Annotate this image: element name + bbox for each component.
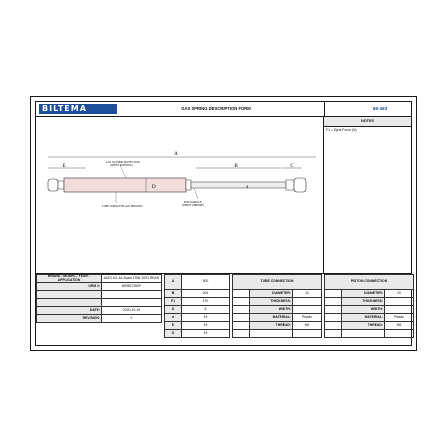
dim-label-d: D bbox=[152, 185, 156, 190]
tube-diameter-value: 10 bbox=[293, 290, 322, 298]
rod-end-neck bbox=[286, 180, 294, 190]
tube-material-value: Plastic bbox=[293, 314, 322, 322]
part-number: 68-493 bbox=[372, 106, 388, 111]
revision-label: REVISION: bbox=[37, 315, 102, 323]
dim-value-g: 18 bbox=[182, 330, 230, 338]
brand-value: AUDI A3, A4 Avant 1996 2003 REAR bbox=[102, 275, 162, 283]
dim-key-f1: F1 bbox=[165, 298, 182, 306]
biltema-logo: BILTEMA bbox=[39, 104, 117, 114]
tube-spacer-1 bbox=[233, 290, 250, 298]
tube-connection-heading: TUBE CONNECTION bbox=[233, 275, 322, 290]
callout-tube-surface: TUBE SURFACE BLACK PRINTING bbox=[102, 205, 144, 208]
tube-thread-label: THREAD: bbox=[250, 322, 293, 330]
rod-mark: d bbox=[246, 184, 248, 189]
tube-width-label: WIDTH: bbox=[250, 306, 293, 314]
tube-blank-label bbox=[250, 330, 293, 338]
tube-spacer-3 bbox=[233, 306, 250, 314]
callout-leader-3 bbox=[194, 188, 198, 199]
oem-label: OEM #: bbox=[37, 283, 102, 291]
piston-thickness-label: THICKNESS: bbox=[342, 298, 385, 306]
tube-connection-table bbox=[232, 274, 322, 338]
brand-label: BRAND - MODEL - YEAR - APPLICATION bbox=[37, 275, 102, 283]
callout-rod-surface: ROD SURFACE (WHITE CHROME) bbox=[182, 201, 204, 207]
form-header bbox=[36, 102, 411, 117]
dim-value-e: 18 bbox=[182, 322, 230, 330]
notes-panel bbox=[324, 117, 411, 273]
piston-diameter-label: DIAMETER: bbox=[342, 290, 385, 298]
callout-gas-protection: GAS OUTSIDE PROTECTION (WHITE PAINTING) bbox=[106, 161, 140, 167]
notes-heading: NOTES bbox=[324, 117, 411, 127]
spec-section bbox=[36, 273, 411, 345]
tube-spacer-6 bbox=[233, 330, 250, 338]
tube-thread-value: M6 bbox=[293, 322, 322, 330]
tube-blank-value bbox=[293, 330, 322, 338]
header-divider bbox=[324, 102, 325, 116]
piston-diameter-value: 10 bbox=[385, 290, 414, 298]
dim-key-b: B bbox=[165, 290, 182, 298]
dim-value-small-d: 18 bbox=[182, 314, 230, 322]
piston-rod bbox=[191, 182, 286, 188]
blank-value-2 bbox=[102, 299, 162, 307]
piston-material-label: MATERIAL: bbox=[342, 314, 385, 322]
form-inner bbox=[35, 101, 412, 346]
tube-spacer-2 bbox=[233, 298, 250, 306]
piston-material-value: Plastic bbox=[385, 314, 414, 322]
gas-spring-drawing bbox=[36, 117, 324, 273]
tube-width-value bbox=[293, 306, 322, 314]
tube-thickness-label: THICKNESS: bbox=[250, 298, 293, 306]
gas-tube bbox=[64, 178, 186, 192]
piston-spacer-3 bbox=[325, 306, 342, 314]
piston-spacer-6 bbox=[325, 330, 342, 338]
form-frame bbox=[30, 96, 417, 351]
rod-end-fitting bbox=[294, 178, 306, 192]
piston-spacer-5 bbox=[325, 322, 342, 330]
tube-spacer-5 bbox=[233, 322, 250, 330]
dim-value-d: 8 bbox=[182, 306, 230, 314]
dim-key-e: E bbox=[165, 322, 182, 330]
piston-spacer-2 bbox=[325, 298, 342, 306]
piston-connection-table bbox=[324, 274, 414, 338]
date-label: DATE: bbox=[37, 307, 102, 315]
tube-collar bbox=[186, 180, 191, 190]
blank-value-1 bbox=[102, 291, 162, 299]
piston-thickness-value bbox=[385, 298, 414, 306]
tube-end-neck bbox=[58, 181, 64, 189]
dim-key-a: A bbox=[165, 275, 182, 290]
piston-width-label: WIDTH: bbox=[342, 306, 385, 314]
piston-spacer-4 bbox=[325, 314, 342, 322]
piston-thread-value: M6 bbox=[385, 322, 414, 330]
blank-label-1 bbox=[37, 291, 102, 299]
oem-value: 8D9827552F bbox=[102, 283, 162, 291]
dim-value-f1: 470 bbox=[182, 298, 230, 306]
application-table bbox=[36, 274, 162, 323]
piston-connection-heading: PISTON CONNECTION bbox=[325, 275, 414, 290]
dim-value-b: 204 bbox=[182, 290, 230, 298]
tube-material-label: MATERIAL: bbox=[250, 314, 293, 322]
tube-thickness-value bbox=[293, 298, 322, 306]
dim-value-a: 500 bbox=[182, 275, 230, 290]
piston-spacer-1 bbox=[325, 290, 342, 298]
revision-value: 0 bbox=[102, 315, 162, 323]
piston-width-value bbox=[385, 306, 414, 314]
dim-key-d: D bbox=[165, 306, 182, 314]
dim-label-e: E bbox=[62, 164, 66, 169]
form-title: GAS SPRING DESCRIPTION FORM bbox=[181, 106, 251, 111]
dim-label-b: B bbox=[234, 164, 238, 169]
date-value: 2020-10-19 bbox=[102, 307, 162, 315]
piston-blank-label bbox=[342, 330, 385, 338]
tube-spacer-4 bbox=[233, 314, 250, 322]
blank-label-2 bbox=[37, 299, 102, 307]
piston-thread-label: THREAD: bbox=[342, 322, 385, 330]
piston-blank-value bbox=[385, 330, 414, 338]
dim-label-a: A bbox=[174, 152, 178, 157]
notes-text: F1 = Eject Force (N) bbox=[326, 128, 357, 132]
dimensions-table bbox=[164, 274, 230, 338]
dim-key-g: G bbox=[165, 330, 182, 338]
tube-diameter-label: DIAMETER: bbox=[250, 290, 293, 298]
tube-end-fitting bbox=[48, 179, 58, 191]
dim-key-small-d: d bbox=[165, 314, 182, 322]
dim-label-c: C bbox=[290, 164, 294, 169]
drawing-area bbox=[36, 117, 324, 273]
